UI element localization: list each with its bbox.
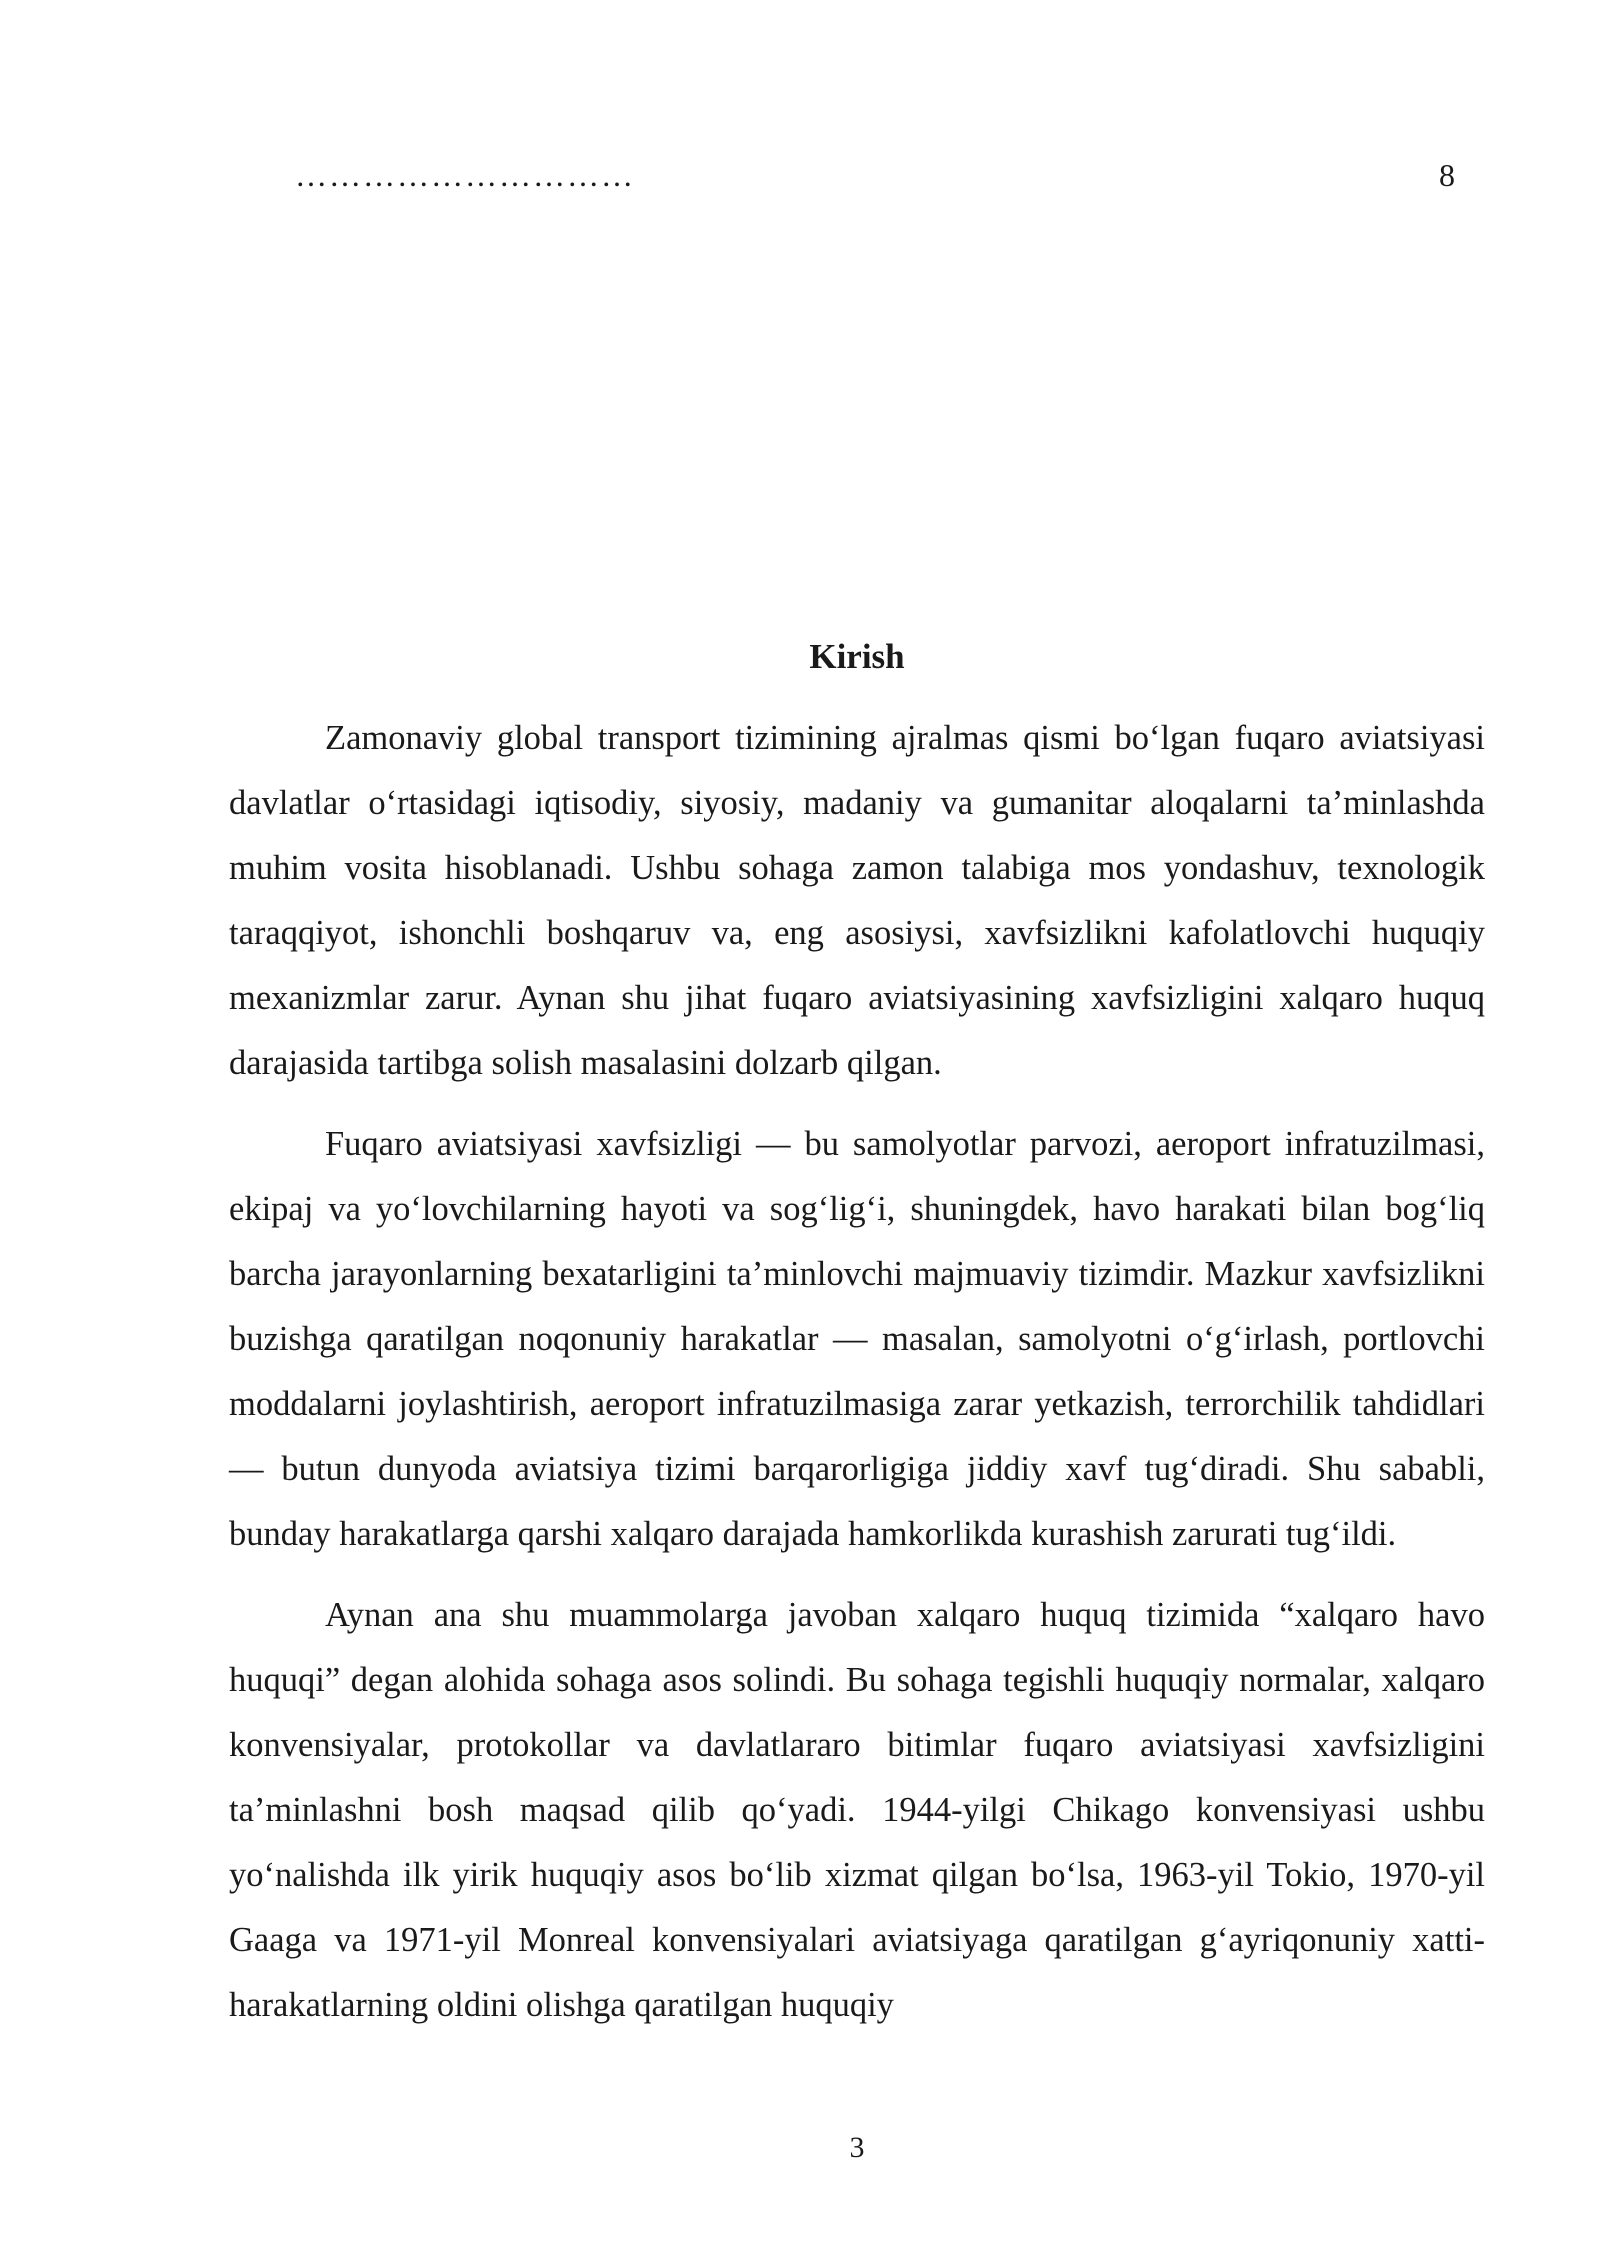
toc-leader-dots: ………………………… xyxy=(295,157,635,193)
page-number: 3 xyxy=(849,2131,865,2164)
paragraph: Zamonaviy global transport tizimining ajralmas qismi bo‘lgan fuqaro aviatsiyasi davlatlar o‘rtasidagi iqtisodiy, siyosiy, madaniy va gumanitar aloqalarni ta’minlashda muhim vosita hisoblanadi. Ushbu sohaga zamon talabiga mos yondashuv, texnologik taraqqiyot, ishonchli boshqaruv va, eng asosiysi, xavfsizlikni kafolatlovchi huquqiy mexanizmlar zarur. Aynan shu jihat fuqaro aviatsiyasining xavfsizligini xalqaro huquq darajasida tartibga solish masalasini dolzarb qilgan. xyxy=(229,719,1485,1082)
paragraph: Fuqaro aviatsiyasi xavfsizligi — bu samolyotlar parvozi, aeroport infratuzilmasi, ekipaj va yo‘lovchilarning hayoti va sog‘lig‘i, shuningdek, havo harakati bilan bog‘liq barcha jarayonlarning bexatarligini ta’minlovchi majmuaviy tizimdir. Mazkur xavfsizlikni buzishga qaratilgan noqonuniy harakatlar — masalan, samolyotni o‘g‘irlash, portlovchi moddalarni joylashtirish, aeroport infratuzilmasiga zarar yetkazish, terrorchilik tahdidlari — butun dunyoda aviatsiya tizimi barqarorligiga jiddiy xavf tug‘diradi. Shu sababli, bunday harakatlarga qarshi xalqaro darajada hamkorlikda kurashish zarurati tug‘ildi. xyxy=(229,1125,1485,1553)
paragraph: Aynan ana shu muammolarga javoban xalqaro huquq tizimida “xalqaro havo huquqi” degan alohida sohaga asos solindi. Bu sohaga tegishli huquqiy normalar, xalqaro konvensiyalar, protokollar va davlatlararo bitimlar fuqaro aviatsiyasi xavfsizligini ta’minlashni bosh maqsad qilib qo‘yadi. 1944-yilgi Chikago konvensiyasi ushbu yo‘nalishda ilk yirik huquqiy asos bo‘lib xizmat qilgan bo‘lsa, 1963-yil Tokio, 1970-yil Gaaga va 1971-yil Monreal konvensiyalari aviatsiyaga qaratilgan g‘ayriqonuniy xatti-harakatlarning oldini olishga qaratilgan huquqiy xyxy=(229,1596,1485,2024)
body-text xyxy=(229,706,1485,2054)
toc-entry xyxy=(295,150,1455,200)
toc-page-number: 8 xyxy=(1439,157,1455,193)
section-heading: Kirish xyxy=(809,637,905,676)
